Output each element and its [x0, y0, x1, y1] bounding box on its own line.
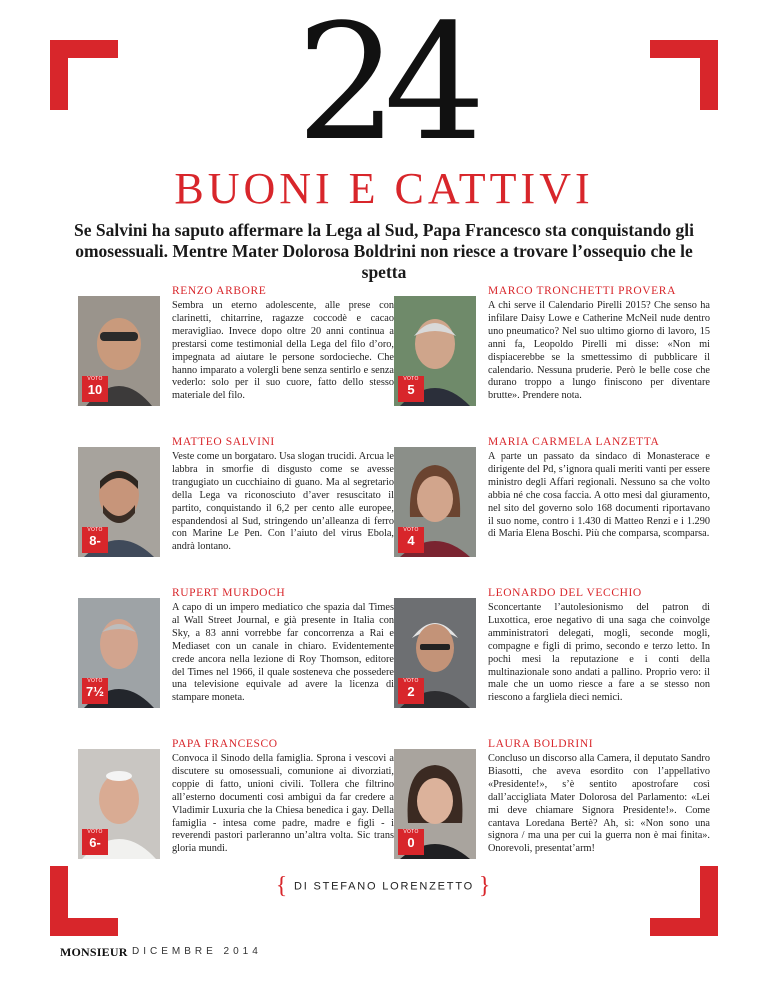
person-description: Sconcertante l’autolesionismo del patron di Luxottica, eroe negativo di una saga che coinvolge amministratori delegati, mogli, seconde mogli, compagne e figli di primo, secondo e terzo letto. In pochi mesi la reputazione e i conti della multinazionale sono andati a pallino. Proprio vero: il male che un uomo riesce a fare a se stesso non riescono a fargliela dieci nemici.: [488, 602, 710, 704]
magazine-brand: MONSIEUR: [60, 945, 128, 959]
person-name: PAPA FRANCESCO: [172, 738, 278, 750]
portrait-photo: [78, 749, 160, 859]
person-description: A capo di un impero mediatico che spazia dal Times al Wall Street Journal, e già presente in Italia con Sky, a 83 anni vorrebbe far concorrenza a Rai e Mediaset con un canale in chiaro. Evidentemente crede ancora nella lezione di Roy Thomson, editore del Times nel 1966, il quale sosteneva che possedere una televisione equivale ad avere la licenza di stampare moneta.: [172, 602, 394, 704]
profile-card-papa-francesco: [78, 737, 398, 877]
vote-label: VOTO: [403, 376, 419, 382]
vote-badge: [398, 678, 424, 704]
vote-badge: [398, 527, 424, 553]
byline-open-brace: {: [275, 873, 290, 899]
vote-value: 6-: [89, 835, 101, 850]
person-description: Sembra un eterno adolescente, alle prese con clarinetti, chitarrine, ragazze coccodè e cacao meravigliao. Invece dopo oltre 20 anni continua a prestarsi come testimonial della Lega del filo d’oro, impegnata ad aiutare le persone sordocieche. Che hanno imparato a volergli bene senza sentirlo e senza vederlo: solo per il suo cuore, fatto dello stesso materiale del filo.: [172, 300, 394, 402]
vote-badge: [398, 829, 424, 855]
vote-badge: [398, 376, 424, 402]
vote-badge: [82, 829, 108, 855]
vote-label: VOTO: [403, 527, 419, 533]
byline-close-brace: }: [478, 873, 493, 899]
vote-label: VOTO: [87, 678, 103, 684]
vote-value: 2: [407, 684, 415, 699]
portrait-photo: [394, 598, 476, 708]
vote-value: 4: [407, 533, 415, 548]
profile-card-lanzetta: [394, 435, 714, 575]
profile-card-boldrini: [394, 737, 714, 877]
profile-card-tronchetti-provera: [394, 284, 714, 424]
person-name: RENZO ARBORE: [172, 285, 267, 297]
portrait-photo: [394, 447, 476, 557]
vote-label: VOTO: [87, 527, 103, 533]
page-subtitle: Se Salvini ha saputo affermare la Lega al Sud, Papa Francesco sta conquistando gli omosessuali. Mentre Mater Dolorosa Boldrini non riesce a trovare l’ossequio che le spetta: [73, 220, 694, 282]
person-description: Convoca il Sinodo della famiglia. Sprona i vescovi a discutere su omosessuali, comunione ai divorziati, coppie di fatto, unioni civili. Tollera che filtrino all’esterno documenti così ambigui da far credere a Vladimir Luxuria che la Chiesa benedica i gay. Della famiglia - intesa come padre, madre e figli - i reverendi pastori parleranno un’altra volta. Sic trans gloria mundi.: [172, 753, 394, 855]
person-name: RUPERT MURDOCH: [172, 587, 286, 599]
vote-badge: [82, 376, 108, 402]
person-description: Veste come un borgataro. Usa slogan trucidi. Arcua le labbra in smorfie di disgusto come se avesse trangugiato un cucchiaino di guano. Ma al segretario della Lega va riconosciuto d’aver resuscitato il partito, conquistando il 6,2 per cento alle europee, espandendosi al Sud, stringendo un’alleanza di ferro con Marine Le Pen. Con l’aiuto del virus Ebola, andrà lontano.: [172, 451, 394, 553]
vote-label: VOTO: [403, 678, 419, 684]
vote-badge: [82, 678, 108, 704]
portrait-photo: [78, 598, 160, 708]
vote-value: 5: [407, 382, 415, 397]
person-description: Concluso un discorso alla Camera, il deputato Sandro Biasotti, che aveva esordito con l’appellativo «Presidente!», s’è sentito apostrofare così dall’accigliata Mater Dolorosa del Parlamento: «Lei mi deve chiamare Signora Presidente!». Come cantava Loredana Bertè? Ah, sì: «Non sono una signora / ma una per cui la guerra non è mai finita». Onorevoli, presentat’arm!: [488, 753, 710, 855]
profile-card-salvini: [78, 435, 398, 575]
page-headline: BUONI E CATTIVI: [174, 164, 594, 213]
vote-value: 10: [87, 382, 103, 397]
vote-value: 8-: [89, 533, 101, 548]
portrait-photo: [394, 296, 476, 406]
byline-text: DI STEFANO LORENZETTO: [293, 880, 474, 893]
vote-label: VOTO: [87, 376, 103, 382]
person-name: MARIA CARMELA LANZETTA: [488, 436, 660, 448]
person-description: A chi serve il Calendario Pirelli 2015? Che senso ha infilare Daisy Lowe e Catherine McNeil nude dentro uno pneumatico? Nel suo ultimo giorno di lavoro, 15 anni fa, Leopoldo Pirelli mi disse: «Non mi dispiacerebbe se la smettessimo di pubblicare il calendario. Nessuna pruderie. Però le belle cose che durano troppo a lungo finiscono per diventare brutte». Prendere nota.: [488, 300, 710, 402]
vote-value: 0: [407, 835, 415, 850]
page-number-title: 24: [296, 0, 472, 176]
vote-label: VOTO: [403, 829, 419, 835]
profile-card-murdoch: [78, 586, 398, 726]
person-name: MATTEO SALVINI: [172, 436, 275, 448]
person-name: MARCO TRONCHETTI PROVERA: [488, 285, 676, 297]
vote-badge: [82, 527, 108, 553]
vote-label: VOTO: [87, 829, 103, 835]
portrait-photo: [78, 447, 160, 557]
person-description: A parte un passato da sindaco di Monasterace e dirigente del Pd, s’ignora quali meriti vanti per essere ministro degli Affari regionali. Nessuno sa che volto abbia né che cosa faccia. A otto mesi dal giuramento, nel sito del governo solo 168 documenti riportavano il suo nome, contro i 1.430 di Matteo Renzi e i 1.290 di Maria Elena Boschi. Più che comparsa, scomparsa.: [488, 451, 710, 540]
author-byline: [0, 873, 768, 900]
person-name: LAURA BOLDRINI: [488, 738, 594, 750]
issue-date: DICEMBRE 2014: [132, 946, 262, 957]
vote-value: 7½: [85, 684, 105, 699]
portrait-photo: [394, 749, 476, 859]
portrait-photo: [78, 296, 160, 406]
profile-card-del-vecchio: [394, 586, 714, 726]
profile-card-arbore: [78, 284, 398, 424]
person-name: LEONARDO DEL VECCHIO: [488, 587, 642, 599]
